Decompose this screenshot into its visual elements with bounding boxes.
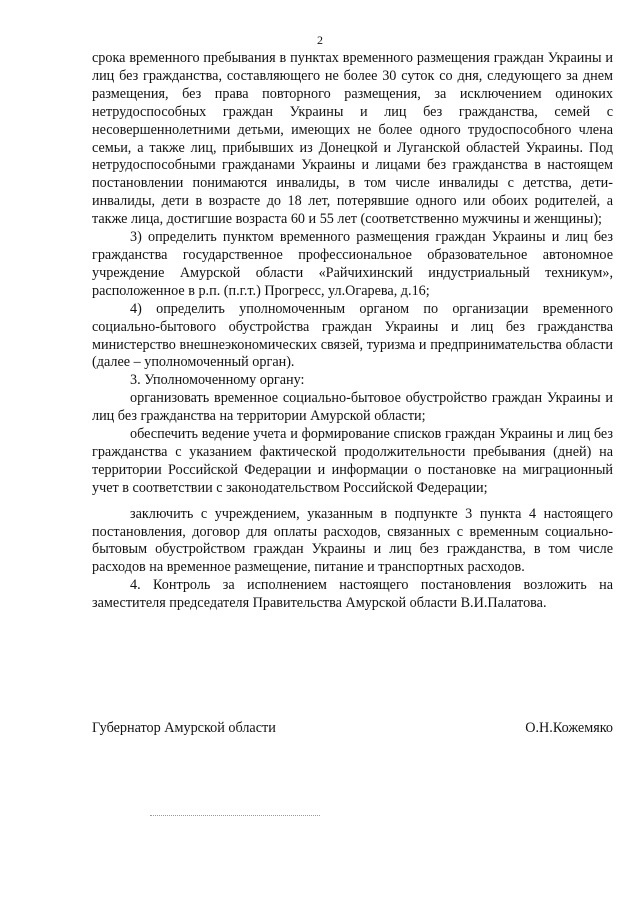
- paragraph-continuation: срока временного пребывания в пунктах временного размещения граждан Украины и лиц без гражданства, составляющего не более 30 суток со дня, следующего за днем размещения, без права повторного размещения, за исключением одиноких нетрудоспособных граждан Украины и лиц без гражданства, семей с несовершеннолетними детьми, имеющих не более одного трудоспособного члена семьи, а также лиц, прибывших из Донецкой и Луганской областей Украины. Под нетрудоспособными гражданами Украины и лицами без гражданства в настоящем постановлении понимаются инвалиды, в том числе инвалиды с детства, дети-инвалиды, дети в возрасте до 18 лет, потерявшие одного или обоих родителей, а также лица, достигшие возраста 60 и 55 лет (соответственно мужчины и женщины);: [92, 50, 613, 228]
- paragraph-records: обеспечить ведение учета и формирование списков граждан Украины и лиц без гражданства с указанием фактической продолжительности пребывания (дней) на территории Российской Федерации и информации о постановке на миграционный учет в соответствии с законодательством Российской Федерации;: [92, 426, 613, 496]
- signature-position: Губернатор Амурской области: [92, 720, 276, 736]
- paragraph-contract: заключить с учреждением, указанным в подпункте 3 пункта 4 настоящего постановления, договор для оплаты расходов, связанных с временным социально-бытовым обустройством граждан Украины и лиц без гражданства, в том числе расходов на временное размещение, питание и транспортных расходов.: [92, 505, 613, 576]
- paragraph-section-4: 4. Контроль за исполнением настоящего постановления возложить на заместителя председателя Правительства Амурской области В.И.Палатова.: [92, 577, 613, 612]
- signature-name: О.Н.Кожемяко: [525, 720, 613, 736]
- paragraph-organize: организовать временное социально-бытовое обустройство граждан Украины и лиц без гражданства на территории Амурской области;: [92, 390, 613, 425]
- document-body: [92, 50, 613, 613]
- scan-artifact-line: [150, 815, 320, 816]
- signature-block: [92, 719, 613, 737]
- paragraph-section-3: 3. Уполномоченному органу:: [130, 372, 305, 389]
- paragraph-item-3: 3) определить пунктом временного размещения граждан Украины и лиц без гражданства государственное профессиональное образовательное автономное учреждение Амурской области «Райчихинский индустриальный техникум», расположенное в р.п. (п.г.т.) Прогресс, ул.Огарева, д.16;: [92, 229, 613, 299]
- page-number: 2: [317, 33, 323, 47]
- paragraph-item-4: 4) определить уполномоченным органом по организации временного социально-бытового обустройства граждан Украины и лиц без гражданства министерство внешнеэкономических связей, туризма и предпринимательства области (далее – уполномоченный орган).: [92, 300, 613, 371]
